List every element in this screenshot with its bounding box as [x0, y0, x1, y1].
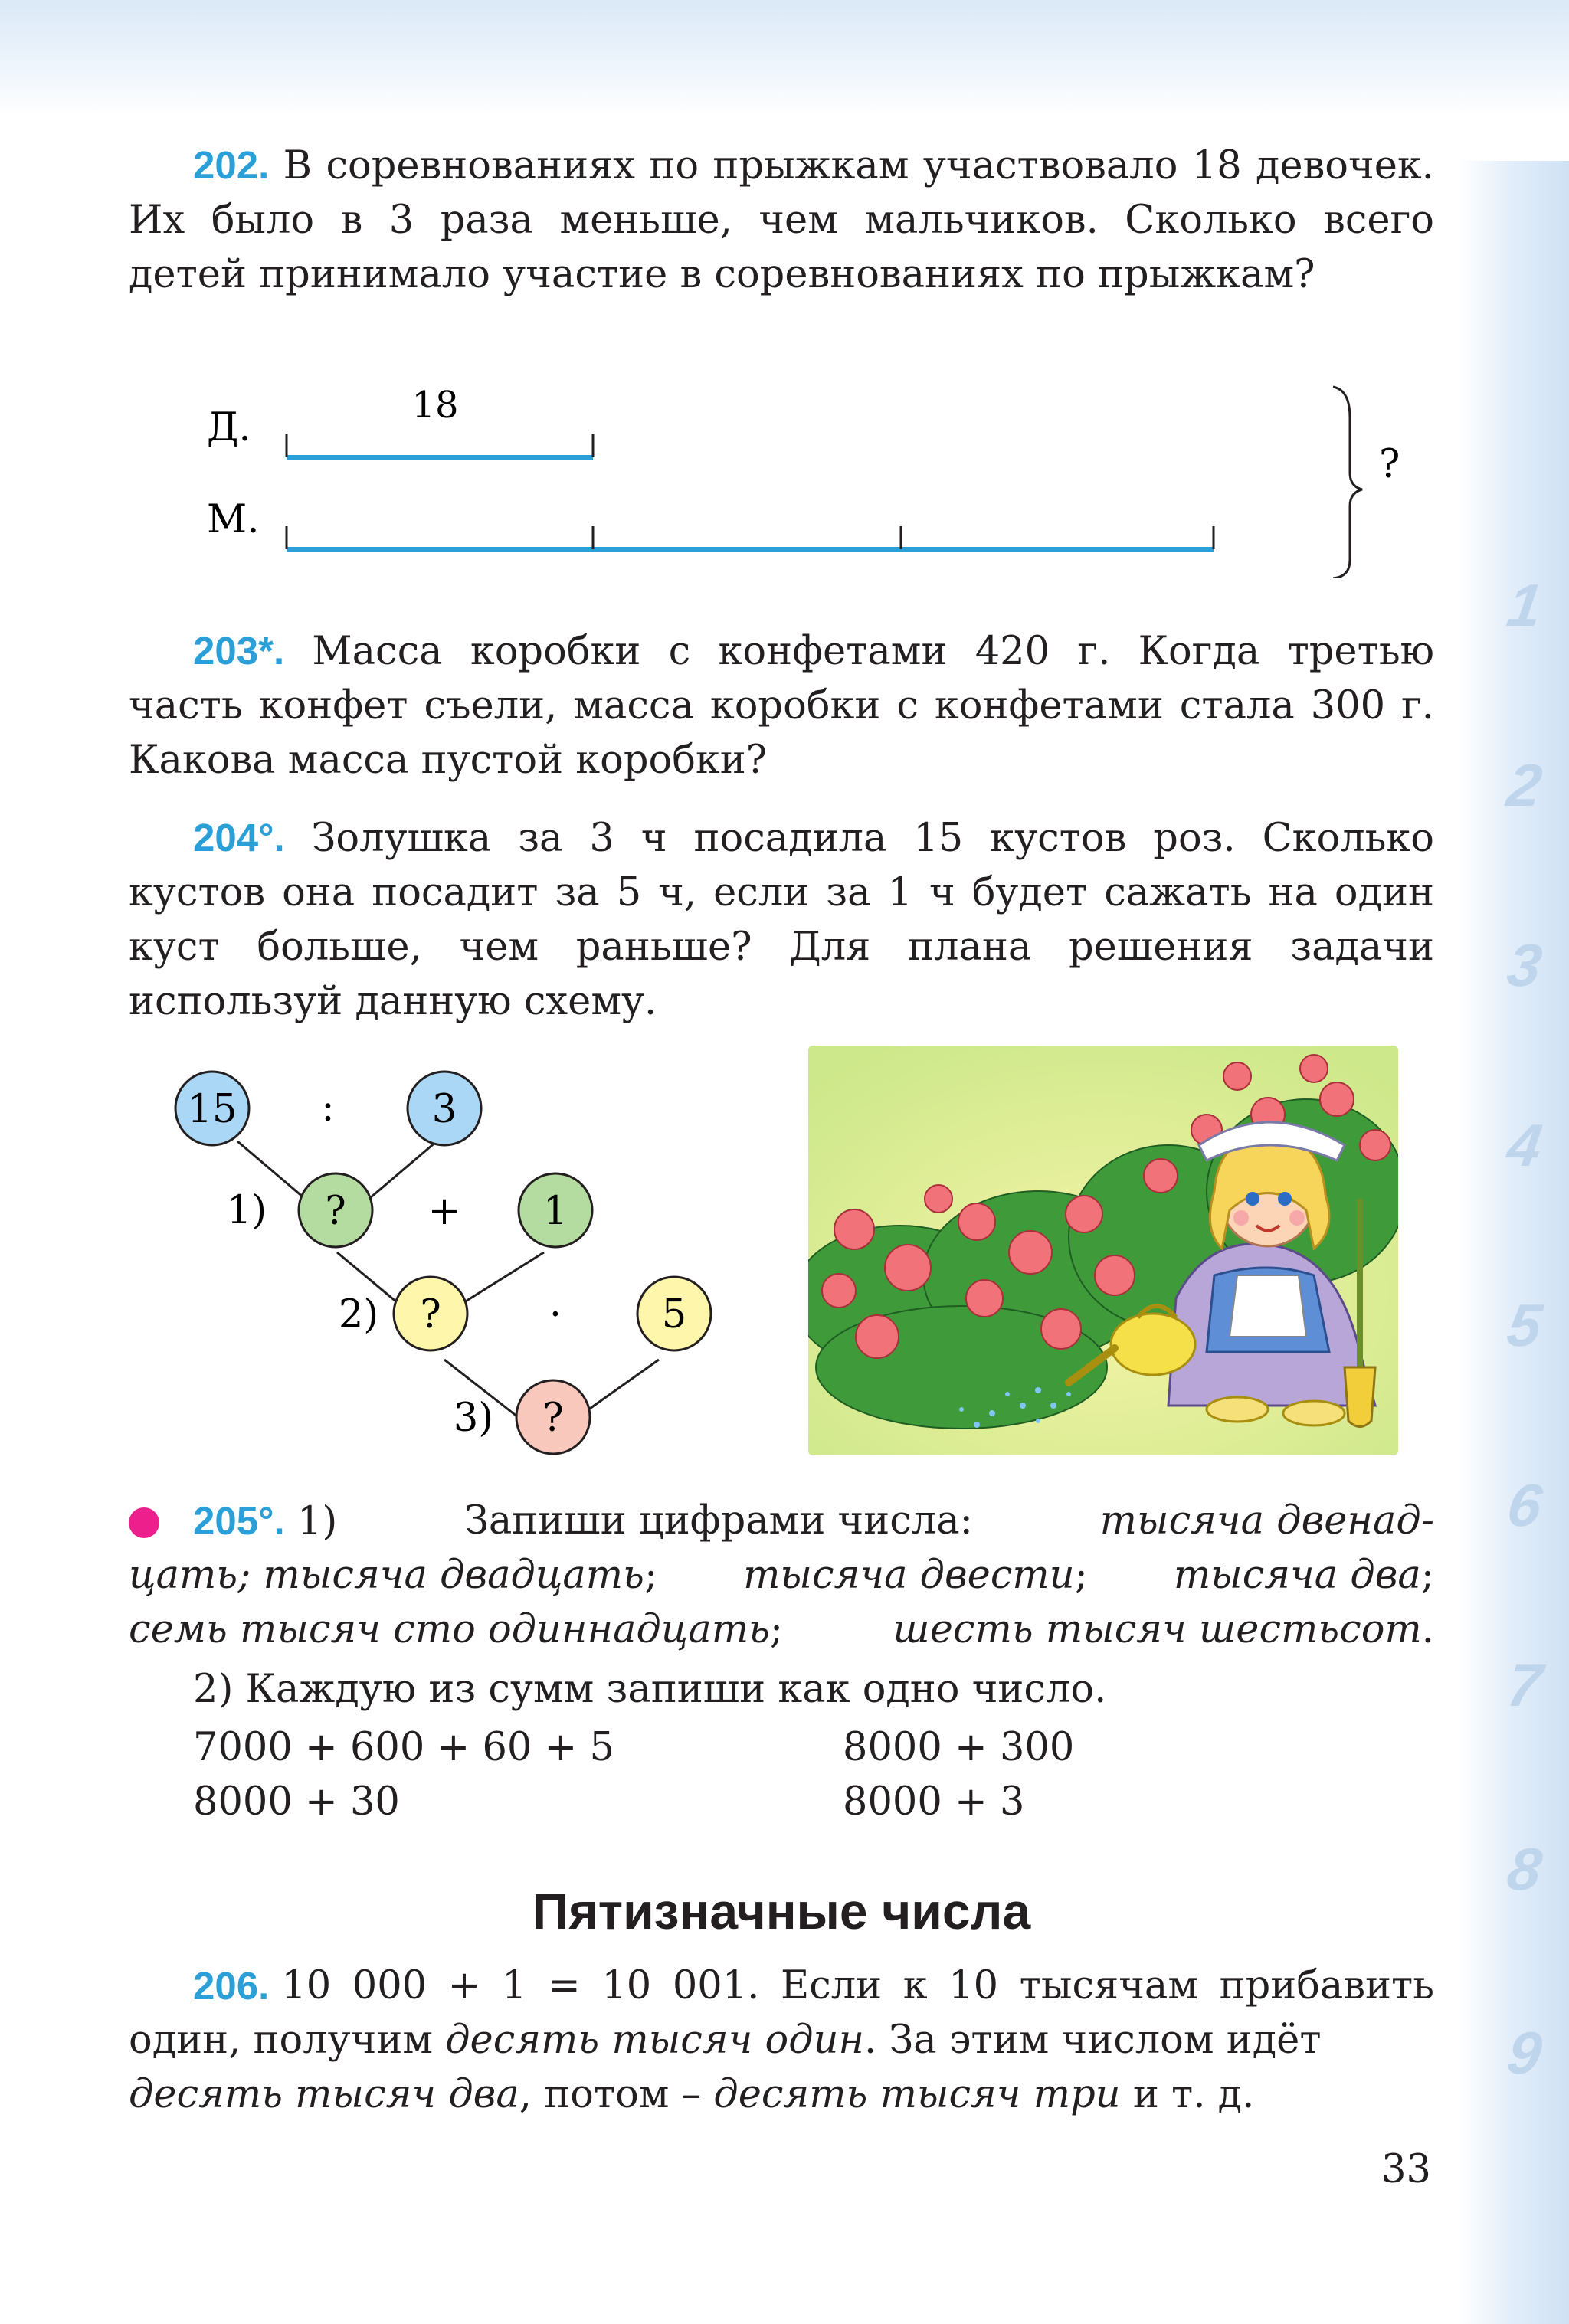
- solution-scheme: [161, 1069, 743, 1455]
- part-1-label: 1): [296, 1499, 338, 1544]
- problem-205-line-1: [193, 1494, 1434, 1549]
- number-word-10003: десять тысяч три: [713, 2072, 1121, 2117]
- top-band: [0, 0, 1569, 115]
- number-word-6: шесть тысяч шестьсот: [893, 1607, 1422, 1652]
- sum-1: 7000 + 600 + 60 + 5: [193, 1725, 614, 1770]
- page-number: 33: [1381, 2147, 1431, 2192]
- problem-203: [129, 624, 1434, 787]
- side-tab-2: 2: [1503, 751, 1546, 819]
- problem-206-line-1: [193, 1959, 1434, 2013]
- side-tab-7: 7: [1503, 1651, 1546, 1719]
- problem-text: В соревнованиях по прыжкам участвовало 18 девочек. Их было в 3 раза меньше, чем мальчиков. Сколько всего детей принимало участие в соревнованиях по прыжкам?: [129, 143, 1434, 297]
- op-divide: :: [321, 1085, 335, 1131]
- problem-205-line-2: цать; тысяча двадцать; тысяча двести; тысяча два;: [129, 1553, 1434, 1598]
- problem-202: [129, 138, 1434, 302]
- side-tab-3: 3: [1503, 931, 1546, 999]
- boys-ticks: [287, 526, 1214, 549]
- op-plus: +: [427, 1189, 461, 1234]
- problem-204: [129, 810, 1434, 1029]
- unknown-1: ?: [325, 1189, 346, 1234]
- problem-206-text-2a: один, получим: [129, 2018, 446, 2063]
- problem-text: Масса коробки с конфетами 420 г. Когда третью часть конфет съели, масса коробки с конфетами стала 300 г. Какова масса пустой коробки?: [129, 629, 1434, 783]
- value-15: 15: [187, 1087, 237, 1132]
- girls-label: Д.: [207, 405, 251, 450]
- problem-206-line-2: [129, 2013, 1434, 2067]
- problem-206-text-1: 10 000 + 1 = 10 001. Если к 10 тысячам прибавить: [281, 1963, 1434, 2008]
- number-word-2: цать; тысяча двадцать: [129, 1553, 644, 1598]
- problem-text: Золушка за 3 ч посадила 15 кустов роз. Сколько кустов она посадит за 5 ч, если за 1 ч будет сажать на один куст больше, чем раньше? Для плана решения задачи используй данную схему.: [129, 816, 1434, 1024]
- problem-number: 205°.: [193, 1499, 285, 1543]
- step-1-label: 1): [226, 1188, 267, 1233]
- problem-206-text-2c: . За этим числом идёт: [864, 2018, 1322, 2063]
- problem-number: 206.: [193, 1964, 270, 2008]
- step-2-label: 2): [338, 1292, 379, 1337]
- step-3-label: 3): [453, 1396, 494, 1441]
- side-tab-8: 8: [1503, 1835, 1546, 1903]
- problem-206-text-3d: и т. д.: [1120, 2072, 1255, 2117]
- highlight-bullet: [129, 1507, 159, 1538]
- boys-label: М.: [207, 497, 260, 542]
- problem-number: 204°.: [193, 816, 285, 859]
- value-5: 5: [661, 1292, 687, 1337]
- problem-205-part-2: 2) Каждую из сумм запиши как одно число.: [193, 1667, 1107, 1712]
- section-title: Пятизначные числа: [532, 1883, 1031, 1939]
- problem-206-text-3b: , потом –: [519, 2072, 714, 2117]
- side-tab-9: 9: [1503, 2019, 1546, 2087]
- problem-206-line-3: [129, 2067, 1254, 2122]
- number-word-10002: десять тысяч два: [129, 2072, 519, 2117]
- side-tab-4: 4: [1503, 1111, 1546, 1179]
- side-band: [1459, 161, 1569, 2324]
- value-1: 1: [542, 1189, 568, 1234]
- number-word-3: тысяча двести: [743, 1553, 1075, 1598]
- value-3: 3: [431, 1087, 457, 1132]
- number-word-1: тысяча двенад-: [1099, 1498, 1434, 1543]
- side-tab-5: 5: [1503, 1291, 1546, 1359]
- cinderella-illustration: [808, 1046, 1398, 1455]
- unknown-2: ?: [420, 1292, 441, 1337]
- number-word-10001: десять тысяч один: [445, 2018, 865, 2063]
- sum-2: 8000 + 300: [843, 1725, 1075, 1770]
- problem-205-line-3: семь тысяч сто одиннадцать; шесть тысяч шестьсот.: [129, 1607, 1434, 1652]
- side-tab-6: 6: [1503, 1471, 1546, 1539]
- segment-value: 18: [411, 384, 459, 427]
- sum-3: 8000 + 30: [193, 1779, 400, 1825]
- unknown-3: ?: [542, 1396, 564, 1441]
- problem-number: 203*.: [193, 629, 285, 673]
- segment-diagram: [192, 379, 1417, 578]
- sum-4: 8000 + 3: [843, 1779, 1025, 1825]
- number-word-4: тысяча два: [1173, 1553, 1421, 1598]
- number-word-5: семь тысяч сто одиннадцать: [129, 1607, 770, 1652]
- part-1-intro: Запиши цифрами числа:: [464, 1498, 973, 1543]
- total-question: ?: [1379, 442, 1400, 487]
- op-multiply: ·: [549, 1292, 562, 1337]
- problem-number: 202.: [193, 143, 270, 187]
- girls-ticks: [287, 434, 593, 457]
- total-brace: [1333, 387, 1362, 578]
- side-tab-1: 1: [1503, 571, 1546, 639]
